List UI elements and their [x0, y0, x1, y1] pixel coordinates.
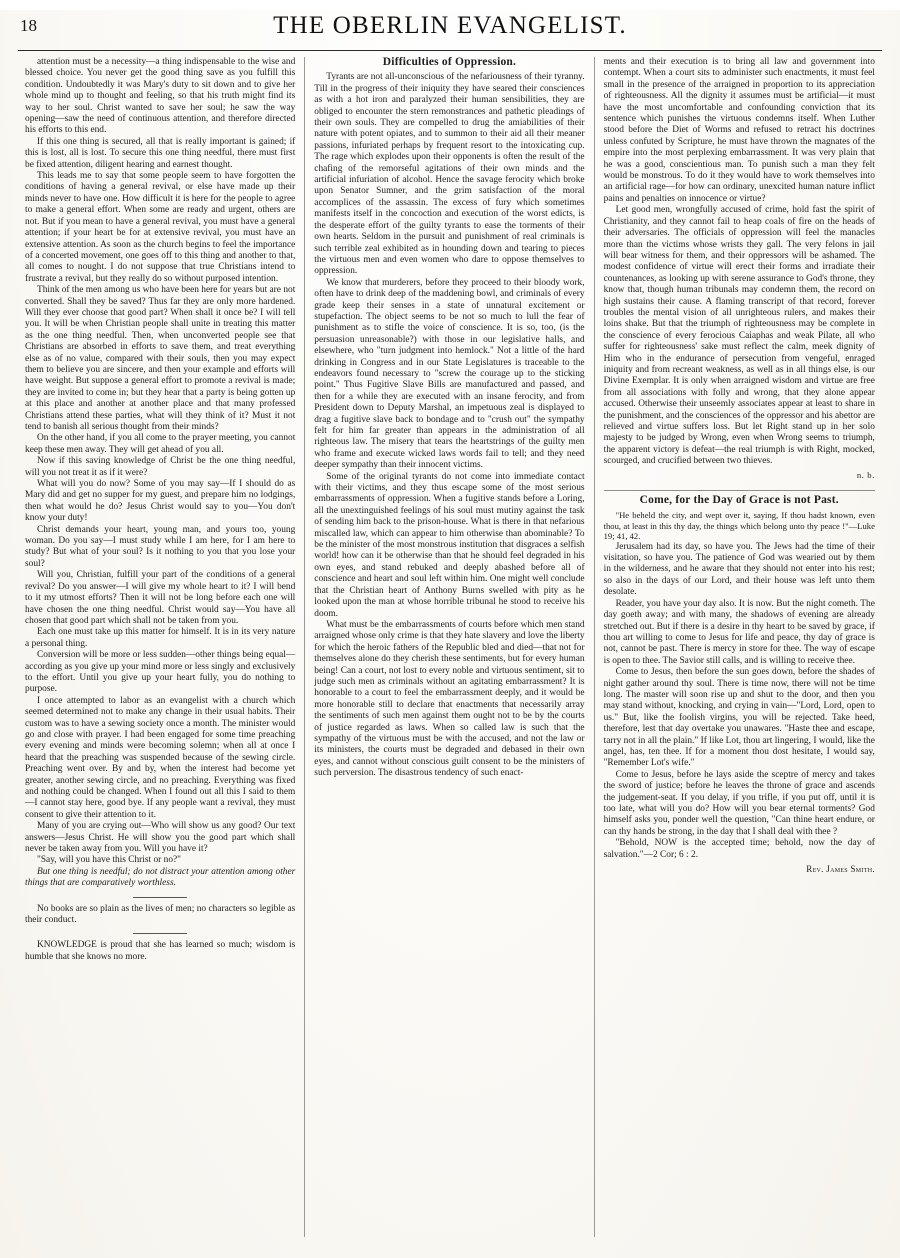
scripture-epigraph: "He beheld the city, and wept over it, saying, If thou hadst known, even thou, at least in this thy day, the things which belong unto thy peace !"—Luke 19; 41, 42.	[603, 510, 875, 542]
paragraph: Many of you are crying out—Who will show us any good? Our text answers—Jesus Christ. He will show you the good part which shall never be taken away from you. Will you have it?	[25, 821, 296, 855]
paragraph: This leads me to say that some people seem to have forgotten the conditions of having a general revival, or else have made up their minds never to have one. How difficult it is here for the people to agree to make a general effort. When some are ready and urgent, others are not. But if you mean to have a general revival, you must have a general attention; if your heart be for at extensive revival, you must have an extensive attention. As soon as the church begins to feel the importance of a concerted movement, one goes off to this thing and another to that, all comes to nought. I do not suppose that true Christians intend to frustrate a revival, but they really do so without purposed intention.	[25, 171, 296, 284]
paragraph: We know that murderers, before they proceed to their bloody work, often have to drink deep of the maddening bowl, and criminals of every grade keep their senses in a state of unnatural excitement or stupefaction. The object seems to be not so much to lull the fear of punishment as to stifle the voice of conscience. It is so, too, (is the persuasion unreasonable?) with those in our legislative halls, and elsewhere, who "turn judgment into hemlock." Not a little of the hard drinking in Congress and in our State Legislatures is traceable to the endeavors found necessary to "screw the courage up to the sticking point." Thus Fugitive Slave Bills are manufactured and passed, and then for a while they are executed with an insane ferocity, and from President down to Deputy Marshal, an impetuous zeal is displayed to drag a fugitive slave back to bondage and to "crush out" the sympathy felt for him far greater than appears in the administration of all righteous law. The misery that tears the heartstrings of the guilty men who frame and execute wicked laws words fail to tell; and they need deeper sympathy than their innocent victims.	[314, 277, 585, 471]
filler-note: No books are so plain as the lives of men; no characters so legible as their conduct.	[25, 903, 296, 926]
paragraph: attention must be a necessity—a thing indispensable to the wise and blessed choice. You never get the good thing save as you fulfill this condition. Undoubtedly it was Mary's duty to sit down and to give her whole mind up to thought and feeling, so that his truth might find its way to her soul. Christ wanted to save her soul; he saw the way opening—saw the need of continuous attention, and therefore directed his efforts to this end.	[25, 57, 296, 136]
paragraph: "Behold, NOW is the accepted time; behold, now the day of salvation."—2 Cor; 6 : 2.	[603, 838, 875, 860]
paragraph: If this one thing is secured, all that is really important is gained; if this is lost, all is lost. To secure this one thing needful, there must first be fixed attention, diligent hearing and earnest thought.	[25, 136, 296, 170]
paragraph: What will you do now? Some of you may say—If I should do as Mary did and get no supper for my guest, and prepare him no lodgings, then what would he do? Jesus Christ would say to you—You don't know your duty!	[25, 479, 296, 524]
article-signature: Rev. James Smith.	[806, 864, 875, 875]
publication-title: THE OBERLIN EVANGELIST.	[273, 12, 627, 39]
masthead	[18, 10, 882, 51]
paragraph: Come to Jesus, before he lays aside the sceptre of mercy and takes the sword of justice; before he leaves the throne of grace and ascends the judgement-seat. If you delay, if you trifle, if you put off, until it is too late, what will you do? How will you bear eternal torments? God himself asks you, ponder well the question, "Can thine heart endure, or can thy hands be strong, in the day that I shall deal with thee ?	[603, 769, 875, 837]
paragraph: Jerusalem had its day, so have you. The Jews had the time of their visitation, so have you. The patience of God was wearied out by them in the wilderness, and he aware that they should not enter into his rest; so also in the days of our Lord, and their house was left unto them desolate.	[603, 541, 875, 598]
newspaper-page	[0, 10, 900, 1258]
paragraph: Each one must take up this matter for himself. It is in its very nature a personal thing.	[25, 627, 296, 649]
paragraph: Some of the original tyrants do not come into immediate contact with their victims, and they thus escape some of the most serious embarrassments of oppression. When a fugitive stands before a Loring, all the unextinguished feelings of his soul must mutiny against the task of sending him back to the prison-house. What is there in that nefarious miscalled law, which can appear to him otherwise than abominable? To be the minister of the most monstrous institution that disgraces a selfish world! how can it be otherwise than that he should feel degraded in his own eyes, and stand rebuked and deeply abashed before all of conscience and heart and soul left within him. One might well conclude that the Christian heart of Anthony Burns swelled with pity as he looked upon the man at whose horrible tribunal he stood to receive his doom.	[314, 471, 585, 619]
filler-note: KNOWLEDGE is proud that she has learned so much; wisdom is humble that she knows no more.	[25, 940, 296, 962]
paragraph: Think of the men among us who have been here for years but are not converted. Shall they be saved? Thus far they are only more hardened. Will they ever choose that good part? When shall it once be? I will tell you. It will be when Christian people shall unite in treating this matter as the one thing needful. Then, when unconverted people see that Christians are absorbed in efforts to save them, and treat everything else as of no value, compared with their souls, then you may expect them to believe you are sincere, and then your example and efforts will have weight. But suppose a general effort to promote a revival is made; they are invited to come in; but they hear that a party is being gotten up at this place and another at another place and that many professed Christians attend these parties, what will they think of it? Must it not tend to banish all serious thought from their minds?	[25, 285, 296, 432]
divider	[133, 933, 187, 934]
article-heading: Come, for the Day of Grace is not Past.	[604, 490, 875, 506]
column-left	[16, 57, 305, 1237]
paragraph: Will you, Christian, fulfill your part of the conditions of a general revival? Do you answer—I will give my whole heart to it? I will bend to it my utmost efforts? Then it will not be long before each one will have chosen the one thing needful. Christ would say—You have all chosen that good part which shall not be taken from you.	[25, 570, 296, 626]
quoted-line: "Say, will you have this Christ or no?"	[37, 855, 182, 866]
article-heading: Difficulties of Oppression.	[382, 56, 517, 68]
page-number: 18	[20, 16, 37, 35]
paragraph: Come to Jesus, then before the sun goes down, before the shades of night gather around thy soul. There is time now, there will not be time long. The master will soon rise up and shut to the door, and then you may stand without, knocking, and crying in vain—"Lord, Lord, open to us." But, like the foolish virgins, you will be rejected. Take heed, therefore, lest that day overtake you unawares. "Haste thee and escape, tarry not in all the plain." If like Lot, thou art lingering, I would, like the angel, has, ten thee. If for a moment thou dost hesitate, I would say, "Remember Lot's wife."	[603, 667, 875, 769]
paragraph: Tyrants are not all-unconscious of the nefariousness of their tyranny. Till in the progress of their iniquity they have seared their consciences as with a hot iron and paralyzed their human sensibilities, they are obliged to encounter the stern remonstrances and pathetic pleadings of their own souls. They are compelled to drug the amiabilities of their nature with potent opiates, and to summon to their aid all their meaner passions, infuriated perhaps by frequent resort to the intoxicating cup. The rage which explodes upon their opponents is often the result of the chafing of the remorseful agitations of their own minds and the artificial infuriation of alcohol. Hence the savage ferocity which broke upon Senator Sumner, and the grim satisfaction of the moral accomplices of the assassin. The excess of fury which sometimes manifests itself in the concoction and execution of the worst edicts, is the desperate effort of the guilty tyrants to ease the torments of their own hearts. Seldom in the pursuit and punishment of real criminals is such terrible zeal exhibited as in hounding down and tearing to pieces the virtuous men and even women who dare to oppose themselves to oppression.	[314, 72, 585, 277]
paragraph: Let good men, wrongfully accused of crime, hold fast the spirit of Christianity, and they cannot fail to heap coals of fire on the heads of their adversaries. The officials of oppression will feel the manacles more than the victims whose wrists they gall. The very felons in jail will bear witness for them, and their oppressors will be ashamed. The modest confidence of virtue will erect their forms and irradiate their countenances, as looking up with serene assurance to God's throne, they know that, though human tribunals may condemn them, the record on high sustains their cause. A flaming transcript of that record, forever troubles the mental vision of all unrighteous rulers, and makes their loins shake. But that the triumph of righteousness may be complete in the conscience of every ferocious Caiaphas and weak Pilate, all who suffer for righteousness' sake must reflect the calm, meek dignity of Him who in the endurance of persecution from vengeful, enraged iniquity and from recreant weakness, as well as in all things else, is our Divine Exemplar. It is only when arraigned wisdom and virtue are free from all associations with folly and wrong, that they alone appear accused. Otherwise their unseemly associates appear at least to share in the punishment, and the consciences of the oppressor and his abettor are relieved and virtue suffers loss. But let Right stand up in her solo majesty to be judged by Wrong, even when Wrong seems to triumph, the apparent victory is defeat—the real triumph is with Right, mocked, scourged, and crucified between two thieves.	[603, 205, 875, 467]
paragraph: Christ demands your heart, young man, and yours too, young woman. Do you say—I must study while I am here, for I am here to study? But what of your soul? Is it nothing to you that you lose your soul?	[25, 524, 296, 569]
paragraph: But one thing is needful; do not distract your attention among other things that are comparatively worthless.	[25, 866, 296, 889]
paragraph: Reader, you have your day also. It is now. But the night cometh. The day goeth away; and with many, the shadows of evening are already stretched out. But if there is a desire in thy heart to be saved by grace, if thou art willing to come to Jesus for life and peace, thy day of grace is not, cannot be past. There is mercy in store for thee. The way of escape is open to thee. The Savior still calls, and is willing to receive thee.	[603, 598, 875, 666]
author-initials: n. b.	[856, 469, 875, 480]
paragraph: Now if this saving knowledge of Christ be the one thing needful, will you not treat it as if it were?	[25, 456, 296, 478]
column-middle	[305, 57, 594, 1237]
divider	[133, 897, 187, 898]
paragraph: I once attempted to labor as an evangelist with a church which seemed determined not to make any change in their usual habits. Their custom was to have a sewing society once a month. The minister would go and close with prayer. I had been engaged for some time preaching every evening and minds were becoming solemn; when all at once I heard that the preaching was suspended because of the sewing circle. Preaching went over. By and by, when the interest had become yet greater, another sewing circle, and no preaching. Everything was fixed and nothing could be changed. When I found out all this I said to them—I cannot stay here, good bye. If any people want a revival, they must consent to give their attention to it.	[25, 695, 296, 820]
paragraph: What must be the embarrassments of courts before which men stand arraigned whose only crime is that they hate slavery and love the liberty for which the heroic fathers of the Republic bled and died—that not for themselves alone do they cherish these sentiments, but for every human being! Can a court, not lost to every noble and virtuous sentiment, sit to judge such men as criminals without an agitating embarrassment? It is honorable to a court to feel the embarrassment deeply, and it would be more honorable still to declare that enactments that necessarily array the sentiments of such men against them ought not to be by the courts of justice regarded as laws. When so called law is such that the sympathy of the virtuous must be with the accused, and not the law or its ministers, the courts must be degraded and debased in their own eyes, and cannot without conscious guilt consent to be the ministers of such perversion. The disastrous tendency of such enact-	[314, 619, 585, 779]
column-container	[16, 57, 884, 1237]
column-right	[595, 57, 884, 1237]
paragraph: Conversion will be more or less sudden—other things being equal—according as you give up your mind more or less singly and exclusively to the effort. Until you give up your heart fully, you do nothing to purpose.	[25, 650, 296, 695]
paragraph: On the other hand, if you all come to the prayer meeting, you cannot keep these men away. They will get ahead of you all.	[25, 433, 296, 455]
paragraph-continued: ments and their execution is to bring all law and government into contempt. When a court sits to administer such enactments, it must feel small in the presence of the arraigned in proportion to its appreciation of righteousness. All the dignity it assumes must be artificial—it must have the most uncomfortable and confounding conviction that its sentence which punishes the virtuous condemns itself. When Luther stood before the Diet of Worms and refused to retract his doctrines unless confuted by Scripture, he must have thrown the magnates of the empire into the most perplexing embarrassment. It was very plain that he was a good, conscientious man. To punish such a man they felt would be monstrous. To do it they would have to work themselves into an artificial rage—for how can ordinary, unexcited human nature inflict pains and penalties on innocence or virtue?	[603, 57, 875, 204]
